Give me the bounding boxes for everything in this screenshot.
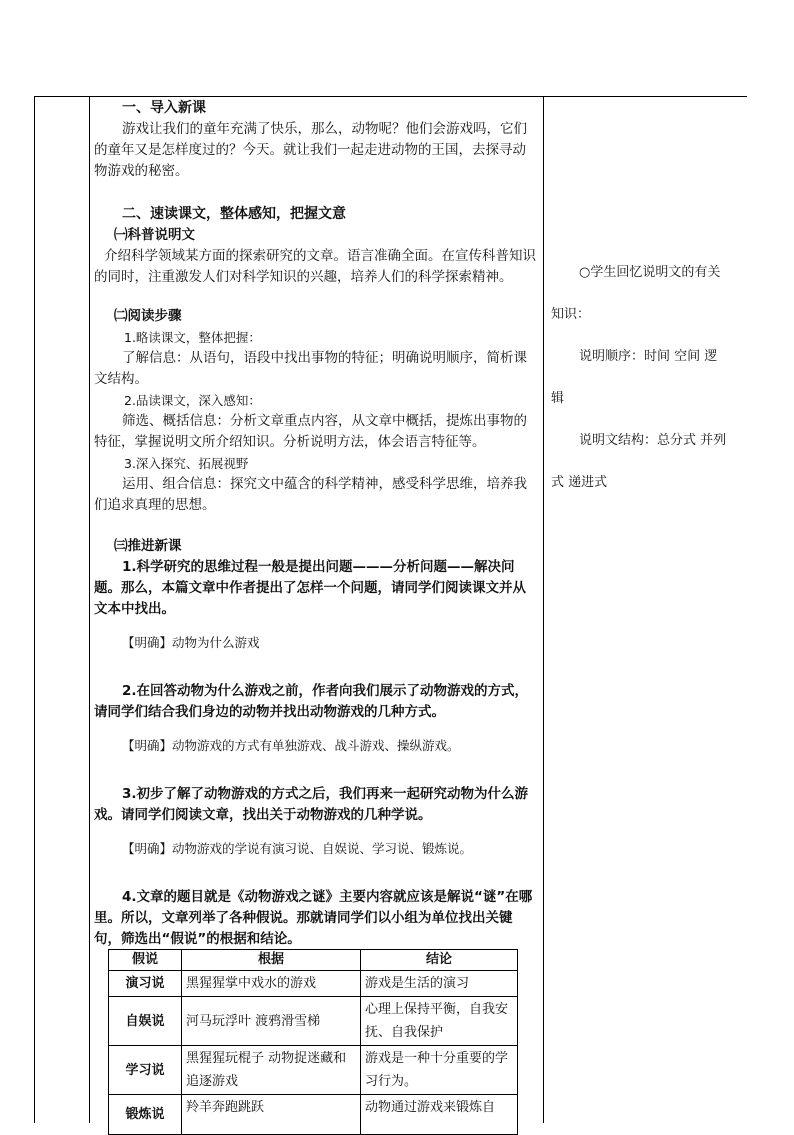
table-top-border [34,96,747,97]
answer-1: 【明确】动物为什么游戏 [122,635,260,650]
table-row [109,1095,518,1135]
step-3-body: 运用、组合信息：探究文中蕴含的科学精神，感受科学思维，培养我们追求真理的思想。 [94,476,527,513]
row-basis: 河马玩浮叶 渡鸦滑雪梯 [182,997,361,1046]
answer-2: 【明确】动物游戏的方式有单独游戏、战斗游戏、操纵游戏。 [122,738,460,753]
table-row [109,1046,518,1095]
subsection-2-title: ㈡阅读步骤 [114,308,182,324]
section-2-title: 二、速读课文，整体感知，把握文意 [122,206,346,222]
side-line-3: 说明顺序：时间 空间 逻 [579,349,718,364]
hypothesis-table [108,949,518,1135]
side-line-5: 说明文结构：总分式 并列 [579,433,727,448]
header-hypothesis: 假说 [109,950,182,971]
row-conclusion: 游戏是一种十分重要的学习行为。 [361,1046,518,1095]
side-line-4: 辑 [551,391,565,406]
step-3-title: 3.深入探究、拓展视野 [124,456,249,471]
student-activity-column [551,252,743,504]
row-name: 演习说 [109,971,182,997]
row-basis: 黑猩猩玩棍子 动物捉迷藏和追逐游戏 [182,1046,361,1095]
step-2-title: 2.品读课文，深入感知： [124,393,261,408]
step-1-body: 了解信息：从语句，语段中找出事物的特征；明确说明顺序，简析课文结构。 [94,350,527,387]
main-content [94,98,539,950]
row-basis: 黑猩猩掌中戏水的游戏 [182,971,361,997]
table-row [109,971,518,997]
row-name: 自娱说 [109,997,182,1046]
column-border-left [34,96,35,1123]
question-4: 4.文章的题目就是《动物游戏之谜》主要内容就应该是解说“谜”在哪里。所以，文章列举了各种假说。那就请同学们以小组为单位找出关键句，筛选出“假说”的根据和结论。 [94,889,533,947]
question-3: 3.初步了解了动物游戏的方式之后，我们再来一起研究动物为什么游戏。请同学们阅读文章，找出关于动物游戏的几种学说。 [94,786,529,823]
side-line-2: 知识： [551,307,591,322]
question-2: 2.在回答动物为什么游戏之前，作者向我们展示了动物游戏的方式，请同学们结合我们身边的动物并找出动物游戏的几种方式。 [94,683,529,720]
answer-3: 【明确】动物游戏的学说有演习说、自娱说、学习说、锻炼说。 [122,841,473,856]
row-basis: 羚羊奔跑跳跃 [182,1095,361,1135]
row-name: 学习说 [109,1046,182,1095]
side-line-6: 式 递进式 [551,475,608,490]
column-border-1 [89,96,90,1123]
row-name: 锻炼说 [109,1095,182,1135]
step-1-title: 1.略读课文，整体把握： [124,330,261,345]
row-conclusion: 动物通过游戏来锻炼自 [361,1095,518,1135]
column-border-2 [543,96,544,1123]
row-conclusion: 游戏是生活的演习 [361,971,518,997]
subsection-1-body: 介绍科学领域某方面的探索研究的文章。语言准确全面。在宣传科普知识的同时，注重激发人们对科学知识的兴趣，培养人们的科学探索精神。 [94,248,536,285]
table-row [109,997,518,1046]
question-1: 1.科学研究的思维过程一般是提出问题———分析问题——解决问题。那么，本篇文章中作者提出了怎样一个问题，请同学们阅读课文并从文本中找出。 [94,559,526,617]
side-line-1: ○学生回忆说明文的有关 [579,265,721,280]
row-conclusion: 心理上保持平衡，自我安抚、自我保护 [361,997,518,1046]
header-basis: 根据 [182,950,361,971]
table-header-row [109,950,518,971]
header-conclusion: 结论 [361,950,518,971]
step-2-body: 筛选、概括信息：分析文章重点内容，从文章中概括，提炼出事物的特征，掌握说明文所介绍知识。分析说明方法，体会语言特征等。 [94,413,527,450]
section-3-title: ㈢推进新课 [114,538,182,554]
section-1-title: 一、导入新课 [122,100,206,116]
subsection-1-title: ㈠科普说明文 [114,227,195,243]
section-1-body: 游戏让我们的童年充满了快乐，那么，动物呢？他们会游戏吗，它们的童年又是怎样度过的？今天。就让我们一起走进动物的王国，去探寻动物游戏的秘密。 [94,121,527,179]
